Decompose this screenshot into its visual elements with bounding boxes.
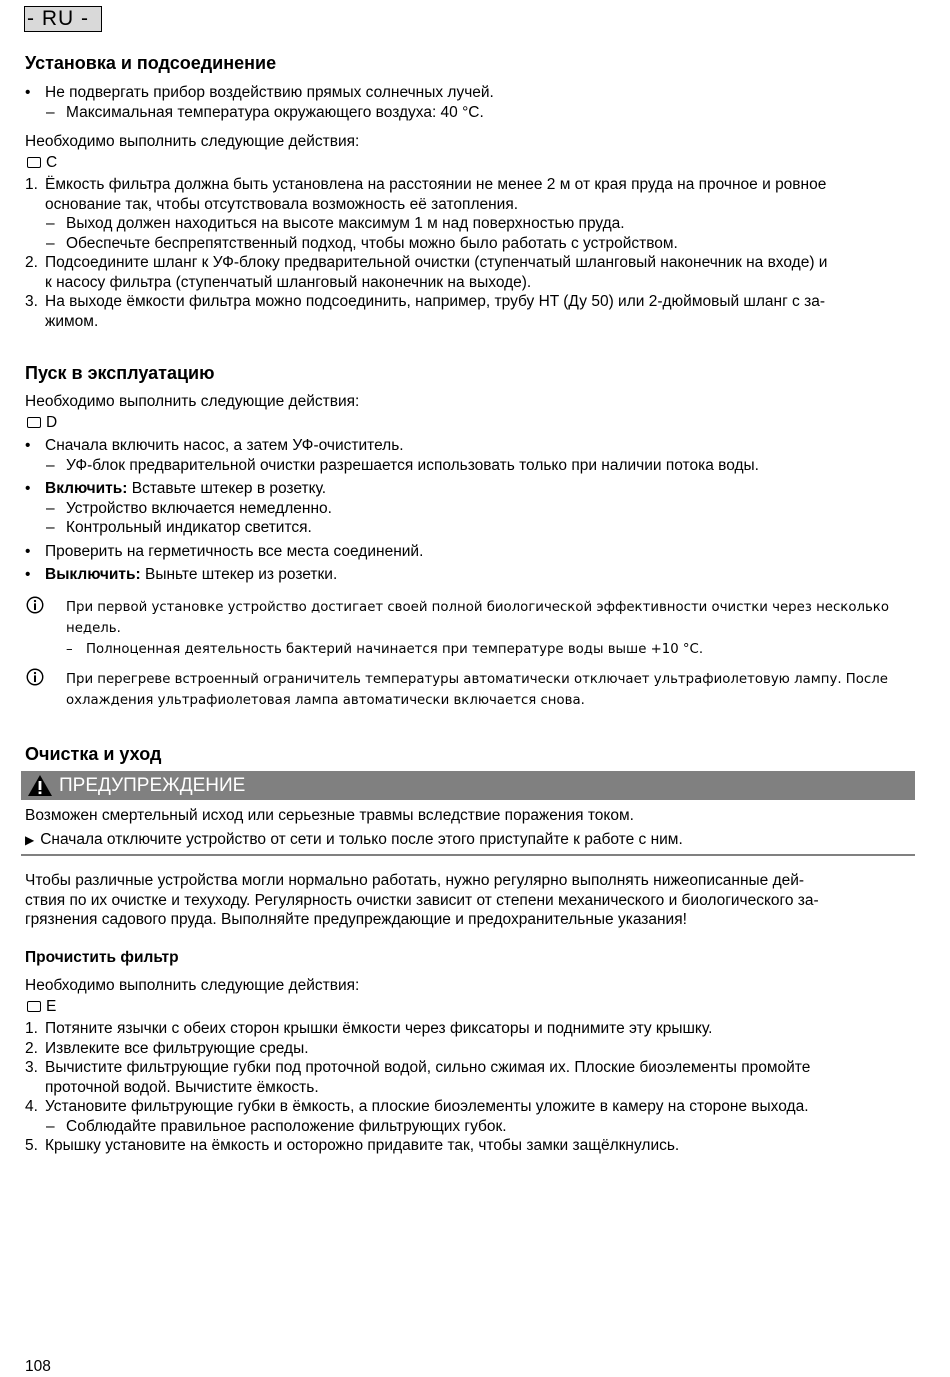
list-item: 2. Извлеките все фильтрующие среды. (25, 1039, 309, 1057)
info-icon (26, 668, 44, 686)
care-paragraph: Чтобы различные устройства могли нормально работать, нужно регулярно выполнять нижеописанные дей- ствия по их очистке и техуходу. Регулярность очистки зависит от степени механического и биологического за- грязнения садового пруда. Выполняйте предупреждающие и предохранительные указания! (25, 872, 819, 928)
list-item: • Проверить на герметичность все места соединений. (25, 542, 424, 560)
list-item: • Включить: Вставьте штекер в розетку. (25, 480, 327, 497)
warning-triangle-icon (27, 774, 53, 797)
figure-ref: C (25, 153, 920, 173)
figure-ref: E (25, 997, 920, 1017)
list-subitem: – Максимальная температура окружающего воздуха: 40 °C. (46, 103, 484, 121)
startup-bullets (25, 436, 915, 585)
list-subitem: – Обеспечьте беспрепятственный подход, чтобы можно было работать с устройством. (46, 234, 678, 252)
warning-action: ▶ Сначала отключите устройство от сети и только после этого приступайте к работе с ним. (25, 831, 683, 848)
info-note-first-install: При первой установке устройство достигает своей полной биологической эффективности очистки через несколько недель. – Полноценная деятельность бактерий начинается при температуре воды выше +10 °C. (66, 597, 926, 660)
warning-divider (21, 854, 915, 856)
section-title-care: Очистка и уход (25, 744, 162, 764)
list-item: 2. Подсоедините шланг к УФ-блоку предварительной очистки (ступенчатый шланговый наконечник на входе) и к насосу фильтра (ступенчатый шланговый наконечник на выходе). (25, 254, 828, 291)
figure-ref: D (25, 413, 920, 433)
action-intro: Необходимо выполнить следующие действия: (25, 977, 360, 994)
info-icon (26, 596, 44, 614)
list-subitem: – Выход должен находиться на высоте максимум 1 м над поверхностью пруда. (46, 215, 625, 232)
section-title-startup: Пуск в эксплуатацию (25, 363, 215, 383)
list-item: 3. На выходе ёмкости фильтра можно подсоединить, например, трубу HT (Ду 50) или 2-дюймовый шланг с за- жимом. (25, 293, 825, 330)
warning-text: Возможен смертельный исход или серьезные травмы вследствие поражения током. (25, 807, 634, 824)
figure-icon (27, 417, 41, 428)
list-subitem: – УФ-блок предварительной очистки разрешается использовать только при наличии потока воды. (46, 456, 759, 474)
arrow-right-icon: ▶ (25, 833, 35, 847)
figure-icon (27, 157, 41, 168)
list-subitem: – Устройство включается немедленно. (46, 499, 332, 517)
action-intro: Необходимо выполнить следующие действия: (25, 393, 360, 410)
action-intro: Необходимо выполнить следующие действия: (25, 133, 360, 150)
note-subitem: – Полноценная деятельность бактерий начинается при температуре воды выше +10 °C. (66, 642, 704, 657)
list-item: 4. Установите фильтрующие губки в ёмкость, а плоские биоэлементы уложите в камеру на стороне выхода. (25, 1098, 809, 1115)
list-item: 1. Ёмкость фильтра должна быть установлена на расстоянии не менее 2 м от края пруда на прочное и ровное основание так, чтобы отсутствовала возможность её затопления. (25, 176, 827, 213)
warning-bar (21, 771, 915, 800)
installation-bullets (25, 83, 915, 122)
list-item: 1. Потяните язычки с обеих сторон крышки ёмкости через фиксаторы и поднимите эту крышку. (25, 1020, 713, 1037)
section-title-installation: Установка и подсоединение (25, 53, 277, 73)
list-item: • Сначала включить насос, а затем УФ-очиститель. (25, 437, 404, 454)
filter-steps (25, 1019, 915, 1156)
installation-steps (25, 175, 915, 331)
list-item: 5. Крышку установите на ёмкость и осторожно придавите так, чтобы замки защёлкнулись. (25, 1137, 680, 1154)
page-number: 108 (25, 1358, 51, 1375)
list-subitem: – Соблюдайте правильное расположение фильтрующих губок. (46, 1117, 507, 1135)
info-note-overheat: При перегреве встроенный ограничитель температуры автоматически отключает ультрафиолетовую лампу. После охлаждения ультрафиолетовая лампа автоматически включается снова. (66, 672, 888, 708)
language-badge: - RU - (24, 6, 102, 32)
list-subitem: – Контрольный индикатор светится. (46, 519, 312, 536)
list-item: • Выключить: Выньте штекер из розетки. (25, 566, 338, 583)
figure-icon (27, 1001, 41, 1012)
list-item: • Не подвергать прибор воздействию прямых солнечных лучей. (25, 84, 494, 101)
list-item: 3. Вычистите фильтрующие губки под проточной водой, сильно сжимая их. Плоские биоэлементы промойте проточной водой. Вычистите ёмкость. (25, 1059, 811, 1096)
subsection-title-filter: Прочистить фильтр (25, 949, 179, 966)
warning-label: ПРЕДУПРЕЖДЕНИЕ (59, 775, 246, 796)
